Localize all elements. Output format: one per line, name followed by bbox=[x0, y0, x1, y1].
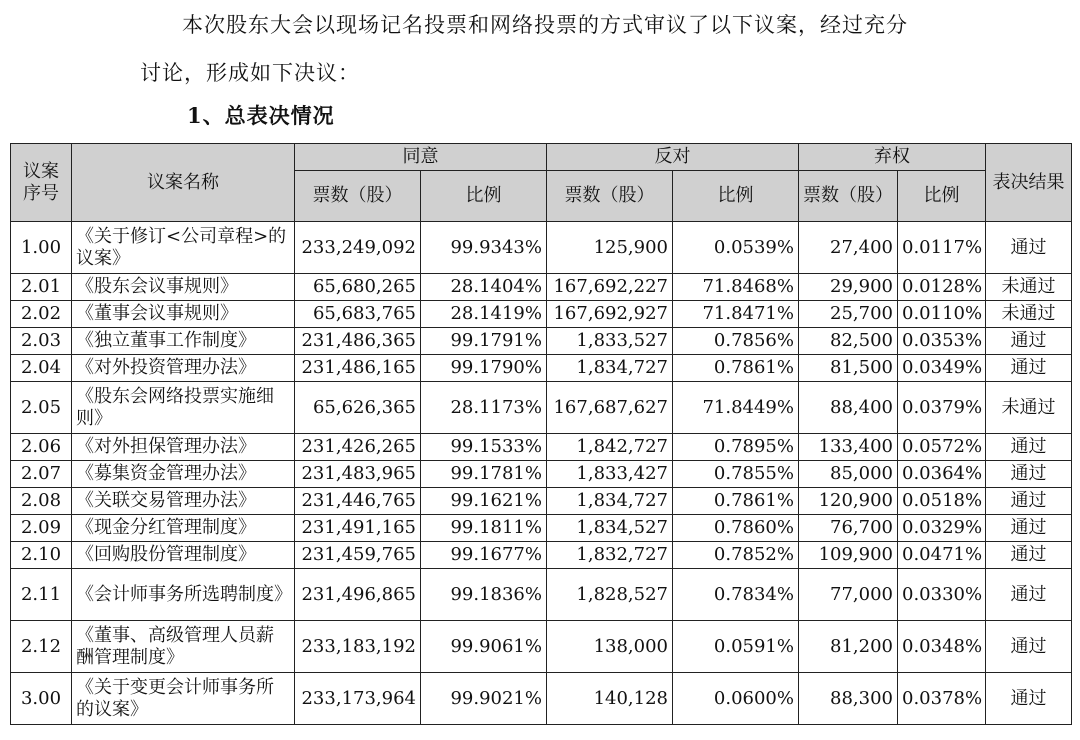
agree-votes: 65,626,365 bbox=[295, 382, 421, 434]
table-row bbox=[11, 355, 1072, 382]
oppose-ratio: 0.0539% bbox=[673, 222, 799, 274]
vote-result: 通过 bbox=[986, 515, 1072, 542]
agree-votes: 231,426,265 bbox=[295, 434, 421, 461]
oppose-ratio: 71.8471% bbox=[673, 301, 799, 328]
table-row bbox=[11, 434, 1072, 461]
oppose-votes: 1,828,527 bbox=[547, 569, 673, 621]
table-body bbox=[11, 222, 1072, 725]
oppose-votes: 1,832,727 bbox=[547, 542, 673, 569]
oppose-ratio: 71.8468% bbox=[673, 274, 799, 301]
agree-votes: 231,446,765 bbox=[295, 488, 421, 515]
proposal-id: 2.04 bbox=[11, 355, 72, 382]
proposal-name: 《现金分红管理制度》 bbox=[72, 515, 295, 542]
proposal-id: 2.11 bbox=[11, 569, 72, 621]
section-heading: 1、总表决情况 bbox=[187, 103, 335, 128]
abstain-votes: 81,500 bbox=[799, 355, 898, 382]
proposal-id: 2.09 bbox=[11, 515, 72, 542]
abstain-ratio: 0.0353% bbox=[898, 328, 986, 355]
vote-result: 通过 bbox=[986, 542, 1072, 569]
agree-ratio: 99.9343% bbox=[421, 222, 547, 274]
oppose-ratio: 0.7856% bbox=[673, 328, 799, 355]
proposal-id: 2.03 bbox=[11, 328, 72, 355]
table-row bbox=[11, 569, 1072, 621]
proposal-name: 《董事、高级管理人员薪酬管理制度》 bbox=[72, 621, 295, 673]
agree-ratio: 99.1621% bbox=[421, 488, 547, 515]
abstain-ratio: 0.0128% bbox=[898, 274, 986, 301]
oppose-ratio: 0.7895% bbox=[673, 434, 799, 461]
agree-ratio: 99.1781% bbox=[421, 461, 547, 488]
oppose-votes: 125,900 bbox=[547, 222, 673, 274]
header-row-groups bbox=[11, 144, 1072, 171]
abstain-ratio: 0.0378% bbox=[898, 673, 986, 725]
proposal-name: 《关于修订<公司章程>的议案》 bbox=[72, 222, 295, 274]
agree-votes: 231,459,765 bbox=[295, 542, 421, 569]
abstain-votes: 133,400 bbox=[799, 434, 898, 461]
oppose-ratio: 0.7861% bbox=[673, 355, 799, 382]
table-row bbox=[11, 488, 1072, 515]
header-abstain-ratio: 比例 bbox=[898, 171, 986, 222]
agree-votes: 231,483,965 bbox=[295, 461, 421, 488]
abstain-ratio: 0.0110% bbox=[898, 301, 986, 328]
oppose-votes: 167,692,927 bbox=[547, 301, 673, 328]
vote-result: 未通过 bbox=[986, 274, 1072, 301]
agree-votes: 231,486,365 bbox=[295, 328, 421, 355]
abstain-ratio: 0.0349% bbox=[898, 355, 986, 382]
abstain-ratio: 0.0329% bbox=[898, 515, 986, 542]
oppose-votes: 1,834,727 bbox=[547, 488, 673, 515]
table-row bbox=[11, 673, 1072, 725]
intro-paragraph-line2: 讨论，形成如下决议： bbox=[140, 61, 360, 85]
agree-votes: 231,486,165 bbox=[295, 355, 421, 382]
abstain-votes: 109,900 bbox=[799, 542, 898, 569]
vote-result: 通过 bbox=[986, 434, 1072, 461]
proposal-name: 《对外投资管理办法》 bbox=[72, 355, 295, 382]
vote-result: 通过 bbox=[986, 621, 1072, 673]
proposal-id: 2.02 bbox=[11, 301, 72, 328]
proposal-name: 《回购股份管理制度》 bbox=[72, 542, 295, 569]
oppose-ratio: 0.7860% bbox=[673, 515, 799, 542]
header-abstain-votes: 票数（股） bbox=[799, 171, 898, 222]
oppose-votes: 1,842,727 bbox=[547, 434, 673, 461]
vote-result: 通过 bbox=[986, 569, 1072, 621]
proposal-id: 2.06 bbox=[11, 434, 72, 461]
abstain-votes: 120,900 bbox=[799, 488, 898, 515]
proposal-id: 2.08 bbox=[11, 488, 72, 515]
agree-ratio: 99.9061% bbox=[421, 621, 547, 673]
vote-result: 通过 bbox=[986, 488, 1072, 515]
vote-result: 通过 bbox=[986, 673, 1072, 725]
abstain-votes: 25,700 bbox=[799, 301, 898, 328]
oppose-votes: 1,834,727 bbox=[547, 355, 673, 382]
oppose-ratio: 0.7852% bbox=[673, 542, 799, 569]
oppose-votes: 167,692,227 bbox=[547, 274, 673, 301]
oppose-votes: 140,128 bbox=[547, 673, 673, 725]
header-oppose-votes: 票数（股） bbox=[547, 171, 673, 222]
agree-votes: 65,683,765 bbox=[295, 301, 421, 328]
abstain-votes: 77,000 bbox=[799, 569, 898, 621]
proposal-name: 《对外担保管理办法》 bbox=[72, 434, 295, 461]
proposal-name: 《关于变更会计师事务所的议案》 bbox=[72, 673, 295, 725]
table-row bbox=[11, 515, 1072, 542]
proposal-name: 《会计师事务所选聘制度》 bbox=[72, 569, 295, 621]
oppose-votes: 1,833,427 bbox=[547, 461, 673, 488]
oppose-ratio: 0.7861% bbox=[673, 488, 799, 515]
oppose-ratio: 0.7855% bbox=[673, 461, 799, 488]
proposal-id: 3.00 bbox=[11, 673, 72, 725]
proposal-id: 2.12 bbox=[11, 621, 72, 673]
abstain-ratio: 0.0348% bbox=[898, 621, 986, 673]
oppose-ratio: 71.8449% bbox=[673, 382, 799, 434]
agree-votes: 65,680,265 bbox=[295, 274, 421, 301]
header-name: 议案名称 bbox=[72, 144, 295, 222]
abstain-votes: 76,700 bbox=[799, 515, 898, 542]
agree-votes: 233,183,192 bbox=[295, 621, 421, 673]
agree-ratio: 99.1790% bbox=[421, 355, 547, 382]
table-row bbox=[11, 461, 1072, 488]
proposal-id: 2.07 bbox=[11, 461, 72, 488]
agree-ratio: 99.1533% bbox=[421, 434, 547, 461]
vote-result: 通过 bbox=[986, 328, 1072, 355]
abstain-votes: 85,000 bbox=[799, 461, 898, 488]
proposal-name: 《股东会网络投票实施细则》 bbox=[72, 382, 295, 434]
abstain-votes: 88,400 bbox=[799, 382, 898, 434]
proposal-id: 2.05 bbox=[11, 382, 72, 434]
oppose-votes: 167,687,627 bbox=[547, 382, 673, 434]
proposal-id: 2.10 bbox=[11, 542, 72, 569]
oppose-votes: 1,833,527 bbox=[547, 328, 673, 355]
header-result: 表决结果 bbox=[986, 144, 1072, 222]
table-row bbox=[11, 621, 1072, 673]
abstain-ratio: 0.0330% bbox=[898, 569, 986, 621]
vote-result: 未通过 bbox=[986, 301, 1072, 328]
oppose-votes: 1,834,527 bbox=[547, 515, 673, 542]
intro-paragraph-line1: 本次股东大会以现场记名投票和网络投票的方式审议了以下议案，经过充分 bbox=[182, 13, 908, 37]
abstain-ratio: 0.0117% bbox=[898, 222, 986, 274]
header-oppose-ratio: 比例 bbox=[673, 171, 799, 222]
proposal-name: 《股东会议事规则》 bbox=[72, 274, 295, 301]
table-row bbox=[11, 328, 1072, 355]
oppose-ratio: 0.0600% bbox=[673, 673, 799, 725]
abstain-votes: 81,200 bbox=[799, 621, 898, 673]
agree-ratio: 99.1811% bbox=[421, 515, 547, 542]
header-agree-ratio: 比例 bbox=[421, 171, 547, 222]
agree-ratio: 28.1404% bbox=[421, 274, 547, 301]
agree-ratio: 99.1677% bbox=[421, 542, 547, 569]
table-row bbox=[11, 222, 1072, 274]
abstain-votes: 27,400 bbox=[799, 222, 898, 274]
abstain-ratio: 0.0364% bbox=[898, 461, 986, 488]
table-row bbox=[11, 542, 1072, 569]
abstain-ratio: 0.0518% bbox=[898, 488, 986, 515]
oppose-ratio: 0.7834% bbox=[673, 569, 799, 621]
vote-result: 通过 bbox=[986, 222, 1072, 274]
vote-result: 通过 bbox=[986, 355, 1072, 382]
oppose-votes: 138,000 bbox=[547, 621, 673, 673]
agree-ratio: 28.1419% bbox=[421, 301, 547, 328]
proposal-name: 《募集资金管理办法》 bbox=[72, 461, 295, 488]
agree-votes: 231,496,865 bbox=[295, 569, 421, 621]
header-oppose: 反对 bbox=[547, 144, 799, 171]
agree-ratio: 99.1791% bbox=[421, 328, 547, 355]
header-agree-votes: 票数（股） bbox=[295, 171, 421, 222]
agree-votes: 233,173,964 bbox=[295, 673, 421, 725]
proposal-id: 2.01 bbox=[11, 274, 72, 301]
oppose-ratio: 0.0591% bbox=[673, 621, 799, 673]
agree-ratio: 99.9021% bbox=[421, 673, 547, 725]
proposal-id: 1.00 bbox=[11, 222, 72, 274]
abstain-ratio: 0.0572% bbox=[898, 434, 986, 461]
table-row bbox=[11, 382, 1072, 434]
proposal-name: 《关联交易管理办法》 bbox=[72, 488, 295, 515]
abstain-ratio: 0.0471% bbox=[898, 542, 986, 569]
proposal-name: 《独立董事工作制度》 bbox=[72, 328, 295, 355]
abstain-votes: 88,300 bbox=[799, 673, 898, 725]
agree-ratio: 28.1173% bbox=[421, 382, 547, 434]
abstain-votes: 82,500 bbox=[799, 328, 898, 355]
table-row bbox=[11, 274, 1072, 301]
vote-result: 通过 bbox=[986, 461, 1072, 488]
agree-votes: 233,249,092 bbox=[295, 222, 421, 274]
header-abstain: 弃权 bbox=[799, 144, 986, 171]
agree-votes: 231,491,165 bbox=[295, 515, 421, 542]
header-seq: 议案序号 bbox=[11, 144, 72, 222]
proposal-name: 《董事会议事规则》 bbox=[72, 301, 295, 328]
vote-results-table bbox=[10, 143, 1072, 725]
header-agree: 同意 bbox=[295, 144, 547, 171]
table-row bbox=[11, 301, 1072, 328]
agree-ratio: 99.1836% bbox=[421, 569, 547, 621]
abstain-votes: 29,900 bbox=[799, 274, 898, 301]
abstain-ratio: 0.0379% bbox=[898, 382, 986, 434]
vote-result: 未通过 bbox=[986, 382, 1072, 434]
